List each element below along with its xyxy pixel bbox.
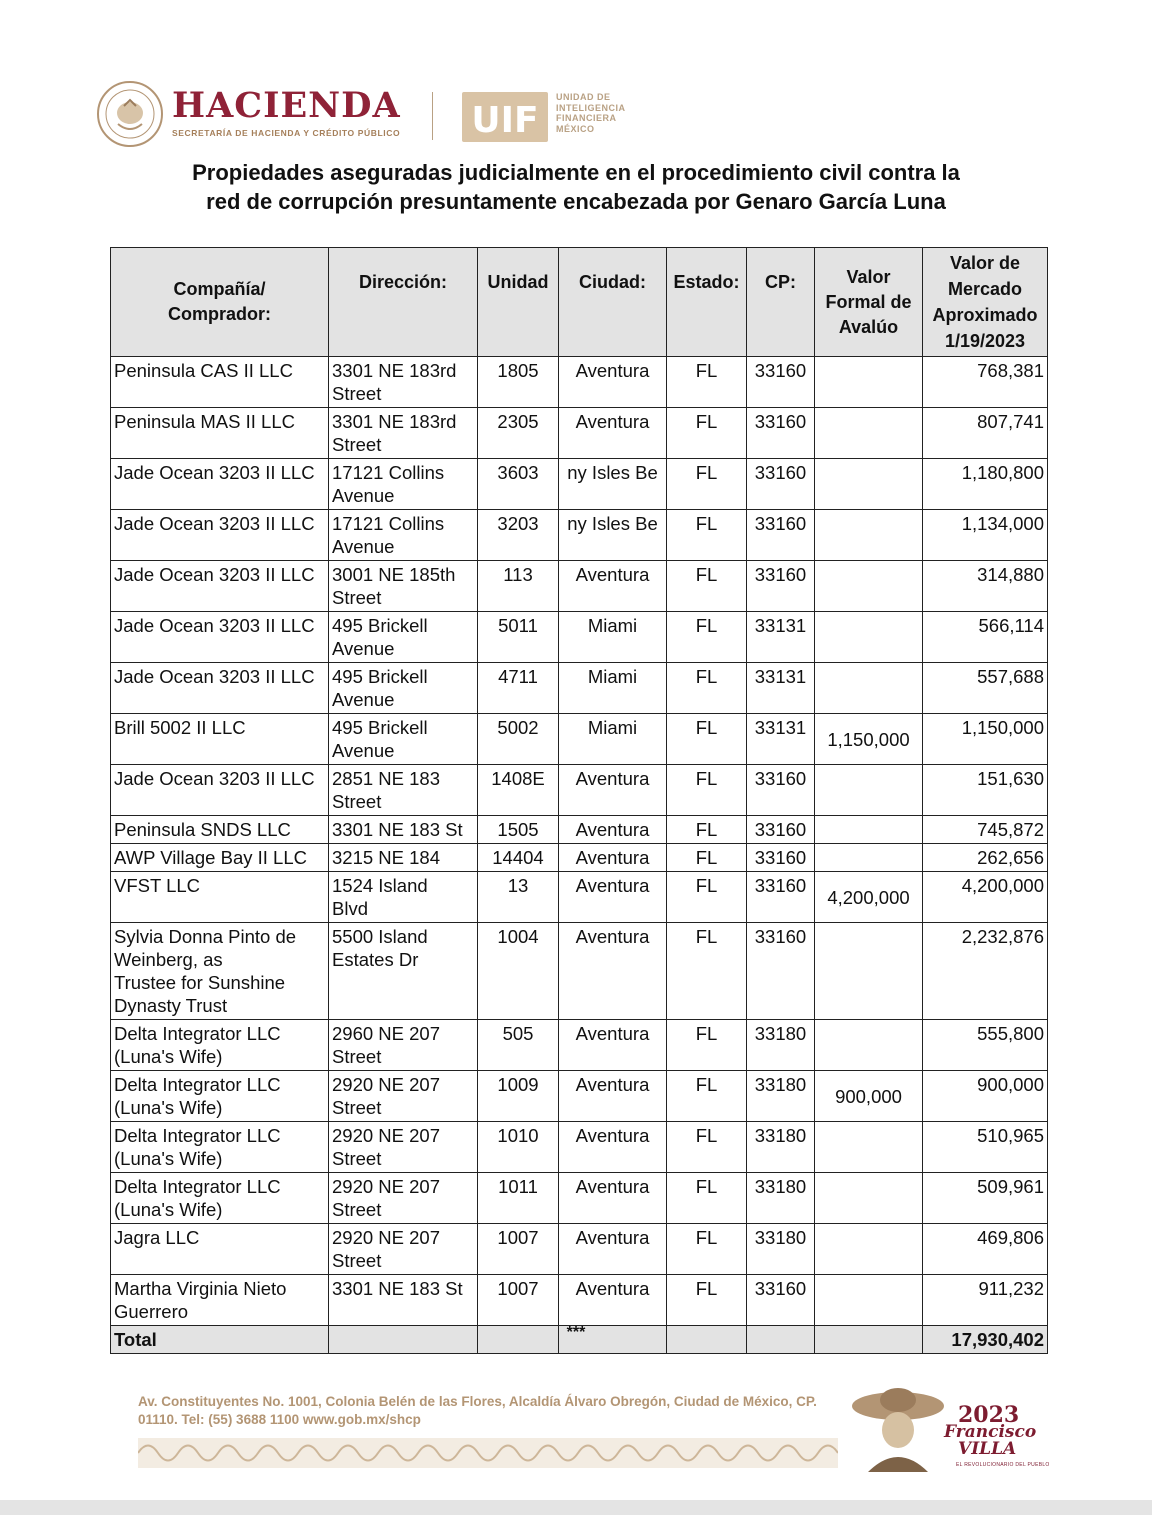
cell-city: Aventura bbox=[559, 872, 667, 923]
cell-address: 2920 NE 207 Street bbox=[329, 1071, 478, 1122]
cell-address: 2920 NE 207 Street bbox=[329, 1173, 478, 1224]
table-row bbox=[111, 1173, 1048, 1224]
cell-zip: 33160 bbox=[747, 844, 815, 872]
cell-state: FL bbox=[667, 357, 747, 408]
cell-company: AWP Village Bay II LLC bbox=[111, 844, 329, 872]
cell-market: 151,630 bbox=[923, 765, 1048, 816]
coat-of-arms-seal-icon bbox=[96, 80, 164, 148]
cell-market: 469,806 bbox=[923, 1224, 1048, 1275]
cell-zip: 33160 bbox=[747, 561, 815, 612]
decorative-band bbox=[138, 1438, 838, 1468]
uif-line: INTELIGENCIA bbox=[556, 102, 626, 113]
cell-appraisal bbox=[815, 765, 923, 816]
cell-company: Jade Ocean 3203 II LLC bbox=[111, 765, 329, 816]
cell-unit: 13 bbox=[478, 872, 559, 923]
logo-divider bbox=[432, 92, 433, 140]
header-unit: Unidad bbox=[478, 248, 559, 357]
cell-city: Aventura bbox=[559, 1020, 667, 1071]
table-row bbox=[111, 510, 1048, 561]
badge-small-text: EL REVOLUCIONARIO DEL PUEBLO bbox=[956, 1462, 1050, 1468]
cell-appraisal bbox=[815, 663, 923, 714]
cell-appraisal bbox=[815, 1122, 923, 1173]
cell-state: FL bbox=[667, 1275, 747, 1326]
cell-unit: 1505 bbox=[478, 816, 559, 844]
cell-appraisal bbox=[815, 816, 923, 844]
cell-unit: 1011 bbox=[478, 1173, 559, 1224]
cell-zip: 33160 bbox=[747, 357, 815, 408]
cell-address: 2851 NE 183 Street bbox=[329, 765, 478, 816]
cell-company: Peninsula SNDS LLC bbox=[111, 816, 329, 844]
cell-state: FL bbox=[667, 765, 747, 816]
brand-title: HACIENDA bbox=[172, 85, 401, 126]
cell-state: FL bbox=[667, 872, 747, 923]
cell-unit: 1010 bbox=[478, 1122, 559, 1173]
cell-zip: 33180 bbox=[747, 1224, 815, 1275]
cell-company: VFST LLC bbox=[111, 872, 329, 923]
cell-city: Aventura bbox=[559, 923, 667, 1020]
cell-city: Aventura bbox=[559, 408, 667, 459]
cell-city: Aventura bbox=[559, 1275, 667, 1326]
uif-line: UNIDAD DE bbox=[556, 92, 611, 102]
footer-line-1: Av. Constituyentes No. 1001, Colonia Belén de las Flores, Alcaldía Álvaro Obregón, Ciudad de México, CP. bbox=[138, 1394, 817, 1409]
table-body bbox=[111, 357, 1048, 1326]
cell-company: Jade Ocean 3203 II LLC bbox=[111, 561, 329, 612]
cell-zip: 33180 bbox=[747, 1122, 815, 1173]
cell-city: ny Isles Be bbox=[559, 459, 667, 510]
cell-company: Jade Ocean 3203 II LLC bbox=[111, 612, 329, 663]
total-value: 17,930,402 bbox=[923, 1326, 1048, 1354]
table-row bbox=[111, 765, 1048, 816]
header-zip: CP: bbox=[747, 248, 815, 357]
cell-state: FL bbox=[667, 663, 747, 714]
table-row bbox=[111, 612, 1048, 663]
title-line-1: Propiedades aseguradas judicialmente en el procedimiento civil contra la bbox=[192, 160, 960, 185]
cell-unit: 5011 bbox=[478, 612, 559, 663]
cell-appraisal bbox=[815, 510, 923, 561]
cell-appraisal bbox=[815, 1275, 923, 1326]
table-row bbox=[111, 844, 1048, 872]
page-bottom-edge bbox=[0, 1500, 1152, 1515]
cell-market: 2,232,876 bbox=[923, 923, 1048, 1020]
cell-zip: 33160 bbox=[747, 765, 815, 816]
cell-address: 3301 NE 183 St bbox=[329, 816, 478, 844]
cell-zip: 33160 bbox=[747, 816, 815, 844]
cell-city: Aventura bbox=[559, 1224, 667, 1275]
cell-appraisal: 4,200,000 bbox=[815, 872, 923, 923]
cell-market: 1,134,000 bbox=[923, 510, 1048, 561]
badge-name-2: VILLA bbox=[958, 1439, 1017, 1459]
cell-market: 1,180,800 bbox=[923, 459, 1048, 510]
cell-state: FL bbox=[667, 714, 747, 765]
header-market-value: Valor de Mercado Aproximado 1/19/2023 bbox=[923, 248, 1048, 357]
cell-company: Delta Integrator LLC (Luna's Wife) bbox=[111, 1173, 329, 1224]
badge-year: 2023 bbox=[958, 1402, 1020, 1428]
header-address: Dirección: bbox=[329, 248, 478, 357]
cell-city: Aventura bbox=[559, 1173, 667, 1224]
total-label: Total bbox=[111, 1326, 329, 1354]
document-title bbox=[96, 158, 1056, 216]
cell-company: Martha Virginia Nieto Guerrero bbox=[111, 1275, 329, 1326]
table-row bbox=[111, 663, 1048, 714]
cell-city: Aventura bbox=[559, 765, 667, 816]
table-row bbox=[111, 408, 1048, 459]
cell-state: FL bbox=[667, 408, 747, 459]
cell-unit: 1004 bbox=[478, 923, 559, 1020]
cell-market: 911,232 bbox=[923, 1275, 1048, 1326]
cell-unit: 3603 bbox=[478, 459, 559, 510]
cell-city: Aventura bbox=[559, 561, 667, 612]
table-row bbox=[111, 714, 1048, 765]
header-state: Estado: bbox=[667, 248, 747, 357]
table-row bbox=[111, 459, 1048, 510]
footer-address bbox=[138, 1393, 817, 1429]
cell-unit: 1007 bbox=[478, 1275, 559, 1326]
cell-company: Sylvia Donna Pinto de Weinberg, as Trustee for Sunshine Dynasty Trust bbox=[111, 923, 329, 1020]
badge-name bbox=[944, 1424, 1036, 1458]
cell-zip: 33131 bbox=[747, 714, 815, 765]
cell-state: FL bbox=[667, 923, 747, 1020]
uif-line: MÉXICO bbox=[556, 123, 595, 134]
cell-state: FL bbox=[667, 1224, 747, 1275]
cell-market: 768,381 bbox=[923, 357, 1048, 408]
cell-state: FL bbox=[667, 1122, 747, 1173]
cell-appraisal bbox=[815, 1020, 923, 1071]
cell-state: FL bbox=[667, 459, 747, 510]
cell-address: 3301 NE 183rd Street bbox=[329, 357, 478, 408]
cell-unit: 4711 bbox=[478, 663, 559, 714]
cell-company: Peninsula MAS II LLC bbox=[111, 408, 329, 459]
cell-market: 510,965 bbox=[923, 1122, 1048, 1173]
cell-appraisal bbox=[815, 408, 923, 459]
cell-unit: 14404 bbox=[478, 844, 559, 872]
properties-table bbox=[110, 247, 1048, 1354]
badge-name-1: Francisco bbox=[944, 1422, 1037, 1442]
hacienda-brand bbox=[172, 86, 401, 138]
table-row bbox=[111, 1071, 1048, 1122]
cell-unit: 505 bbox=[478, 1020, 559, 1071]
cell-unit: 1408E bbox=[478, 765, 559, 816]
cell-market: 1,150,000 bbox=[923, 714, 1048, 765]
cell-company: Jade Ocean 3203 II LLC bbox=[111, 459, 329, 510]
cell-city: Aventura bbox=[559, 816, 667, 844]
cell-address: 3301 NE 183 St bbox=[329, 1275, 478, 1326]
cell-appraisal bbox=[815, 923, 923, 1020]
cell-address: 495 Brickell Avenue bbox=[329, 612, 478, 663]
cell-state: FL bbox=[667, 1020, 747, 1071]
cell-appraisal bbox=[815, 612, 923, 663]
cell-market: 262,656 bbox=[923, 844, 1048, 872]
cell-zip: 33160 bbox=[747, 408, 815, 459]
table-row bbox=[111, 1275, 1048, 1326]
cell-state: FL bbox=[667, 561, 747, 612]
cell-unit: 1009 bbox=[478, 1071, 559, 1122]
cell-appraisal bbox=[815, 1224, 923, 1275]
brand-subtitle: SECRETARÍA DE HACIENDA Y CRÉDITO PÚBLICO bbox=[172, 128, 401, 138]
cell-address: 495 Brickell Avenue bbox=[329, 714, 478, 765]
table-row bbox=[111, 357, 1048, 408]
cell-zip: 33131 bbox=[747, 612, 815, 663]
cell-zip: 33160 bbox=[747, 923, 815, 1020]
cell-zip: 33131 bbox=[747, 663, 815, 714]
cell-address: 3301 NE 183rd Street bbox=[329, 408, 478, 459]
cell-company: Delta Integrator LLC (Luna's Wife) bbox=[111, 1020, 329, 1071]
uif-line: FINANCIERA bbox=[556, 113, 617, 123]
cell-address: 2960 NE 207 Street bbox=[329, 1020, 478, 1071]
table-row bbox=[111, 561, 1048, 612]
cell-company: Delta Integrator LLC (Luna's Wife) bbox=[111, 1071, 329, 1122]
cell-city: Aventura bbox=[559, 1122, 667, 1173]
cell-city: Aventura bbox=[559, 357, 667, 408]
cell-market: 566,114 bbox=[923, 612, 1048, 663]
cell-state: FL bbox=[667, 510, 747, 561]
cell-unit: 5002 bbox=[478, 714, 559, 765]
cell-company: Jagra LLC bbox=[111, 1224, 329, 1275]
letterhead bbox=[96, 78, 696, 158]
cell-unit: 1805 bbox=[478, 357, 559, 408]
table-header-row bbox=[111, 248, 1048, 357]
cell-market: 900,000 bbox=[923, 1071, 1048, 1122]
cell-address: 495 Brickell Avenue bbox=[329, 663, 478, 714]
header-city: Ciudad: bbox=[559, 248, 667, 357]
table-row bbox=[111, 816, 1048, 844]
cell-appraisal bbox=[815, 1173, 923, 1224]
cell-unit: 1007 bbox=[478, 1224, 559, 1275]
cell-city: Miami bbox=[559, 663, 667, 714]
cell-unit: 3203 bbox=[478, 510, 559, 561]
header-company: Compañía/ Comprador: bbox=[111, 248, 329, 357]
cell-market: 745,872 bbox=[923, 816, 1048, 844]
cell-appraisal bbox=[815, 561, 923, 612]
cell-state: FL bbox=[667, 816, 747, 844]
cell-market: 555,800 bbox=[923, 1020, 1048, 1071]
cell-appraisal bbox=[815, 459, 923, 510]
cell-city: Aventura bbox=[559, 1071, 667, 1122]
table-row bbox=[111, 1224, 1048, 1275]
cell-market: 314,880 bbox=[923, 561, 1048, 612]
cell-zip: 33160 bbox=[747, 872, 815, 923]
header-appraisal: Valor Formal de Avalúo bbox=[815, 248, 923, 357]
cell-appraisal bbox=[815, 357, 923, 408]
cell-company: Delta Integrator LLC (Luna's Wife) bbox=[111, 1122, 329, 1173]
cell-state: FL bbox=[667, 1071, 747, 1122]
cell-state: FL bbox=[667, 844, 747, 872]
uif-logo bbox=[462, 92, 548, 142]
cell-city: Miami bbox=[559, 714, 667, 765]
table-row bbox=[111, 1020, 1048, 1071]
cell-state: FL bbox=[667, 1173, 747, 1224]
cell-company: Peninsula CAS II LLC bbox=[111, 357, 329, 408]
cell-appraisal bbox=[815, 844, 923, 872]
uif-logo-text: UIF bbox=[471, 100, 539, 141]
cell-address: 17121 Collins Avenue bbox=[329, 510, 478, 561]
cell-zip: 33160 bbox=[747, 459, 815, 510]
cell-market: 557,688 bbox=[923, 663, 1048, 714]
cell-unit: 113 bbox=[478, 561, 559, 612]
section-separator: *** bbox=[566, 1324, 586, 1341]
cell-market: 509,961 bbox=[923, 1173, 1048, 1224]
footer-line-2: 01110. Tel: (55) 3688 1100 www.gob.mx/shcp bbox=[138, 1412, 421, 1427]
cell-unit: 2305 bbox=[478, 408, 559, 459]
cell-city: Aventura bbox=[559, 844, 667, 872]
cell-city: Miami bbox=[559, 612, 667, 663]
table-row bbox=[111, 923, 1048, 1020]
cell-market: 807,741 bbox=[923, 408, 1048, 459]
table-row bbox=[111, 1122, 1048, 1173]
cell-company: Jade Ocean 3203 II LLC bbox=[111, 510, 329, 561]
cell-address: 5500 Island Estates Dr bbox=[329, 923, 478, 1020]
cell-appraisal: 1,150,000 bbox=[815, 714, 923, 765]
cell-zip: 33180 bbox=[747, 1020, 815, 1071]
cell-state: FL bbox=[667, 612, 747, 663]
cell-company: Brill 5002 II LLC bbox=[111, 714, 329, 765]
cell-address: 3215 NE 184 bbox=[329, 844, 478, 872]
cell-city: ny Isles Be bbox=[559, 510, 667, 561]
table-row bbox=[111, 872, 1048, 923]
cell-address: 2920 NE 207 Street bbox=[329, 1224, 478, 1275]
cell-market: 4,200,000 bbox=[923, 872, 1048, 923]
cell-address: 17121 Collins Avenue bbox=[329, 459, 478, 510]
cell-address: 3001 NE 185th Street bbox=[329, 561, 478, 612]
title-line-2: red de corrupción presuntamente encabezada por Genaro García Luna bbox=[206, 189, 946, 214]
uif-caption bbox=[556, 92, 626, 134]
cell-company: Jade Ocean 3203 II LLC bbox=[111, 663, 329, 714]
cell-address: 1524 Island Blvd bbox=[329, 872, 478, 923]
cell-appraisal: 900,000 bbox=[815, 1071, 923, 1122]
cell-address: 2920 NE 207 Street bbox=[329, 1122, 478, 1173]
cell-zip: 33180 bbox=[747, 1071, 815, 1122]
cell-zip: 33160 bbox=[747, 1275, 815, 1326]
cell-zip: 33160 bbox=[747, 510, 815, 561]
cell-zip: 33180 bbox=[747, 1173, 815, 1224]
